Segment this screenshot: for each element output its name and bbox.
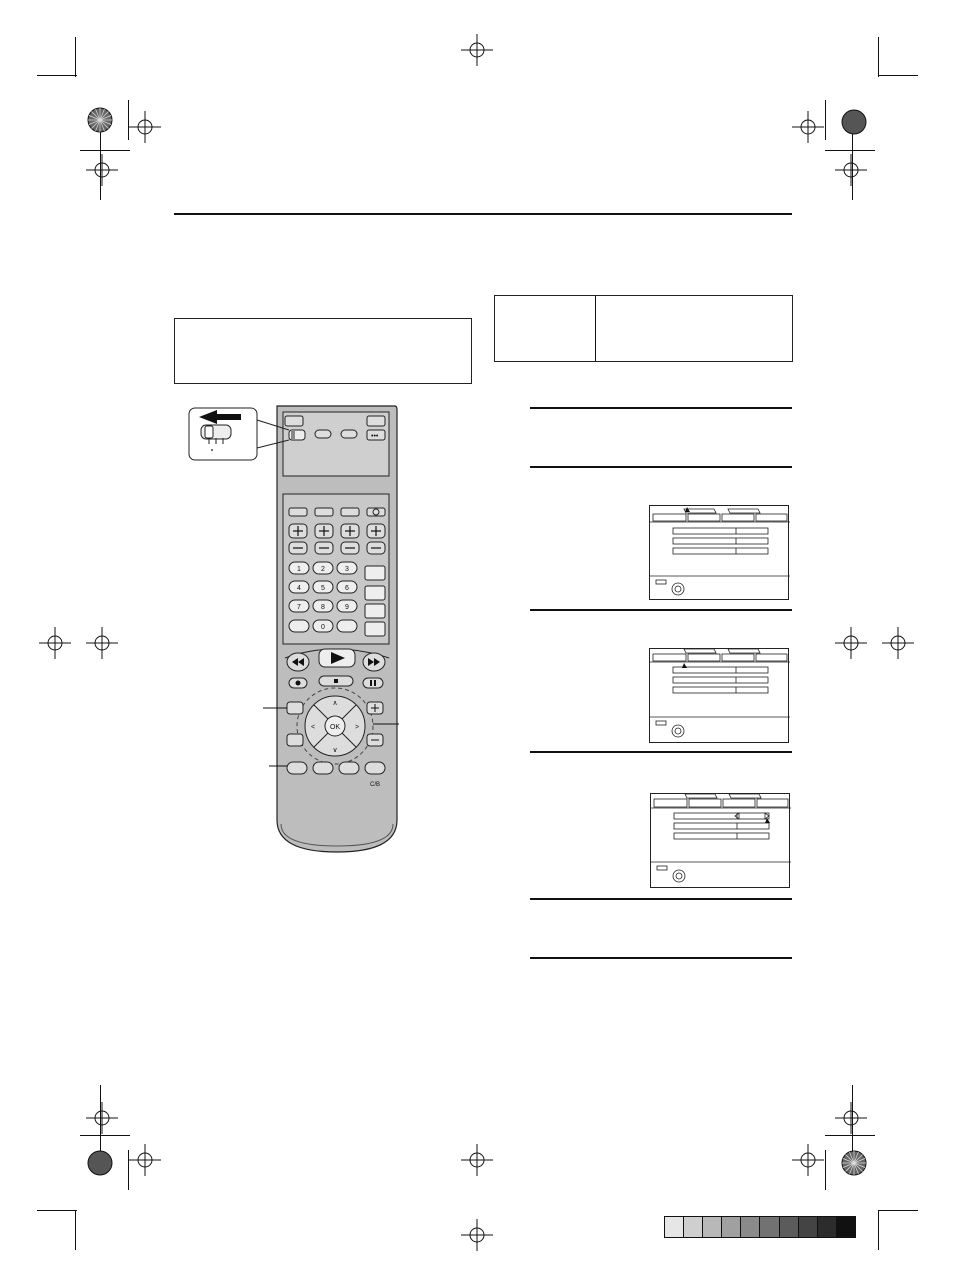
starburst-icon <box>842 1151 866 1175</box>
crosshair-icon <box>882 627 914 659</box>
crosshair-icon <box>129 1144 161 1176</box>
info-table-divider <box>595 296 596 361</box>
color-swatch <box>837 1217 855 1237</box>
remote-control <box>185 400 445 870</box>
key-6: 6 <box>345 585 349 592</box>
step-rule <box>530 466 792 468</box>
color-bar <box>664 1216 856 1238</box>
step-rule <box>530 407 792 409</box>
header-rule <box>174 213 792 215</box>
osd-menu-drawing <box>651 794 791 889</box>
color-swatch <box>760 1217 779 1237</box>
dot-target-icon <box>842 110 866 134</box>
power-button[interactable] <box>285 416 303 426</box>
key-1: 1 <box>297 566 301 573</box>
step-rule <box>530 898 792 900</box>
cb-button[interactable] <box>365 762 385 774</box>
crosshair-icon <box>129 111 161 143</box>
crosshair-icon <box>86 1102 118 1134</box>
note-box <box>174 318 472 384</box>
svg-text:•••: ••• <box>371 433 379 440</box>
crosshair-icon <box>792 1144 824 1176</box>
bottom-button[interactable] <box>313 762 333 774</box>
function-button[interactable] <box>289 508 307 516</box>
crosshair-icon <box>461 34 493 66</box>
osd-menu-screen <box>649 648 789 743</box>
side-button[interactable] <box>287 734 303 746</box>
color-swatch <box>665 1217 684 1237</box>
vcr-button[interactable] <box>341 430 357 438</box>
osd-menu-screen <box>650 793 790 888</box>
step-rule <box>530 751 792 753</box>
info-table <box>494 295 793 362</box>
crosshair-icon <box>86 627 118 659</box>
osd-menu-drawing <box>650 506 790 601</box>
crosshair-icon <box>835 1102 867 1134</box>
color-swatch <box>799 1217 818 1237</box>
color-swatch <box>780 1217 799 1237</box>
color-swatch <box>818 1217 837 1237</box>
key-4: 4 <box>297 585 301 592</box>
ok-label: OK <box>329 724 341 731</box>
arrow-right-icon: > <box>354 724 360 731</box>
crosshair-icon <box>835 154 867 186</box>
color-swatch <box>684 1217 703 1237</box>
crosshair-icon <box>792 111 824 143</box>
crosshair-icon <box>835 627 867 659</box>
key-7: 7 <box>297 604 301 611</box>
color-swatch <box>741 1217 760 1237</box>
crosshair-icon <box>86 154 118 186</box>
key-2: 2 <box>321 566 325 573</box>
crosshair-icon <box>461 1144 493 1176</box>
dot-target-icon <box>88 1151 112 1175</box>
top-right-button[interactable] <box>367 416 385 426</box>
step-rule <box>530 957 792 959</box>
bottom-button[interactable] <box>287 762 307 774</box>
osd-menu-screen <box>649 505 789 600</box>
pause-button[interactable] <box>363 678 383 688</box>
function-button[interactable] <box>315 508 333 516</box>
key-9: 9 <box>345 604 349 611</box>
function-button[interactable] <box>341 508 359 516</box>
arrow-left-icon: < <box>310 724 316 731</box>
key-3: 3 <box>345 566 349 573</box>
cb-label: C/B <box>369 782 381 788</box>
key-5: 5 <box>321 585 325 592</box>
arrow-up-icon: ∧ <box>332 700 338 707</box>
color-swatch <box>722 1217 741 1237</box>
crosshair-icon <box>39 627 71 659</box>
tv-button[interactable] <box>315 430 331 438</box>
menu-button[interactable] <box>287 702 303 714</box>
key-8: 8 <box>321 604 325 611</box>
starburst-icon <box>88 108 112 132</box>
key-0: 0 <box>321 624 325 631</box>
color-swatch <box>703 1217 722 1237</box>
crosshair-icon <box>461 1219 493 1251</box>
osd-menu-drawing <box>650 649 790 744</box>
arrow-down-icon: ∨ <box>332 747 338 754</box>
step-rule <box>530 609 792 611</box>
bottom-button[interactable] <box>339 762 359 774</box>
